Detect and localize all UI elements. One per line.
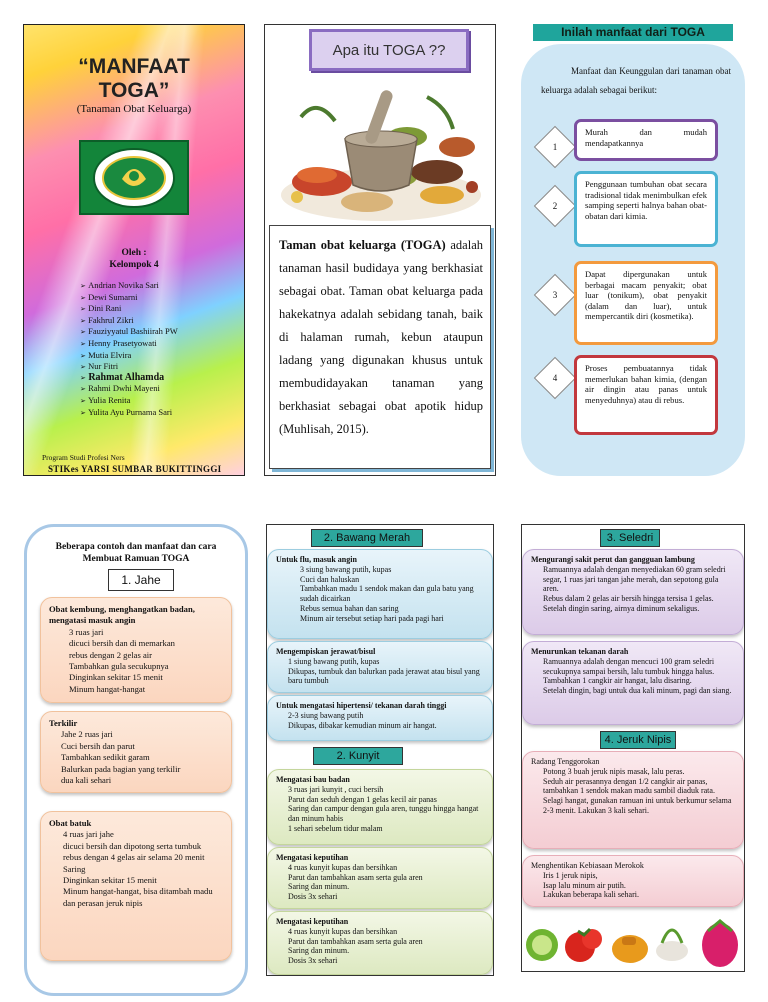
kunyit-recipe-keputihan-2 <box>267 911 493 975</box>
institution-label: STIKes YARSI SUMBAR BUKITTINGGI <box>48 464 222 474</box>
recipe-line: 3 ruas jari kunyit , cuci bersih <box>288 784 384 794</box>
recipe-line: Tambahkan madu 1 sendok makan dan gula batu yang sudah dicairkan <box>300 584 474 604</box>
recipe-line: Saring <box>63 863 86 874</box>
recipe-line: Dosis 3x sehari <box>288 956 338 966</box>
jahe-recipe-terkilir <box>40 711 232 793</box>
kunyit-tag: 2. Kunyit <box>313 747 403 765</box>
cover-authors-heading <box>24 247 244 271</box>
member-item: ➢ Fauziyyatul Bashiirah PW <box>80 326 178 338</box>
recipe-line: 1 sehari sebelum tidur malam <box>288 823 383 833</box>
benefit-box-3: Dapat dipergunakan untuk berbagai macam penyakit; obat luar (tonikum), obat penyakit (dalam dan luar), untuk mempercantik diri (kosmetika). <box>574 261 718 345</box>
recipe-line: 4 ruas jari jahe <box>63 829 114 840</box>
manfaat-heading: Inilah manfaat dari TOGA <box>533 24 733 41</box>
recipe-line: Selagi hangat, gunakan ramuan ini untuk berkumur selama 2-3 menit. Lakukan 3 kali sehari. <box>543 796 732 815</box>
cover-panel <box>23 24 245 476</box>
recipe-line: 1 siung bawang putih, kupas <box>288 656 380 666</box>
recipe-line: Jahe 2 ruas jari <box>61 729 113 740</box>
member-item: ➢ Yulita Ayu Purnama Sari <box>80 407 178 419</box>
jahe-recipe-batuk <box>40 811 232 961</box>
jeruk-recipe-merokok <box>522 855 744 907</box>
herbs-fruits-image <box>522 909 745 971</box>
recipe-line: Parut dan tambahkan asam serta gula aren <box>288 872 423 882</box>
member-item: ➢ Dewi Sumarni <box>80 292 178 304</box>
recipe-line: rebus dengan 4 gelas air selama 20 menit <box>63 852 205 863</box>
kelompok-label: Kelompok 4 <box>109 260 159 270</box>
recipe-line: Parut dan tambahkan asam serta gula aren <box>288 936 423 946</box>
member-item: ➢ Mutia Elvira <box>80 350 178 362</box>
recipe-line: Saring dan minum. <box>288 882 350 892</box>
recipe-line: Rebus semua bahan dan saring <box>300 603 399 613</box>
cover-title-line2: TOGA” <box>98 79 170 102</box>
recipe-line: 3 siung bawang putih, kupas <box>300 564 392 574</box>
member-item: ➢ Nur Fitri <box>80 361 178 373</box>
oleh-label: Oleh : <box>121 248 147 258</box>
recipe-title: Mengatasi keputihan <box>276 853 349 862</box>
recipe-line: Saring dan minum. <box>288 946 350 956</box>
recipe-title: Mengatasi keputihan <box>276 917 349 926</box>
kunyit-recipe-keputihan <box>267 847 493 909</box>
recipe-title: Mengempiskan jerawat/bisul <box>276 647 376 656</box>
recipe-line: tambahkan 1 sendok makan madu sambil diaduk rata. <box>543 786 715 796</box>
benefit-number-2: 2 <box>534 185 576 227</box>
recipe-line: Dinginkan sekitar 15 menit <box>63 875 157 886</box>
stikes-logo <box>79 140 189 215</box>
kunyit-recipe-bau-badan <box>267 769 493 845</box>
recipe-line: Minum air tersebut setiap hari pada pagi hari <box>300 613 444 623</box>
recipe-title: Terkilir <box>49 718 78 728</box>
apa-itu-toga-panel <box>264 24 496 476</box>
seledri-recipe-lambung <box>522 549 744 635</box>
recipe-line: Dosis 3x sehari <box>288 892 338 902</box>
bawang-tag: 2. Bawang Merah <box>311 529 423 547</box>
benefit-box-2: Penggunaan tumbuhan obat secara tradisional tidak menimbulkan efek samping seperti halnya bahan obat-obatan dari kimia. <box>574 171 718 247</box>
member-item: ➢ Yulia Renita <box>80 395 178 407</box>
bawang-recipe-hipertensi <box>267 695 493 741</box>
recipe-title: Radang Tenggorokan <box>531 757 600 766</box>
recipe-title: Untuk mengatasi hipertensi/ tekanan darah tinggi <box>276 701 447 710</box>
recipe-line: Seduh air perasannya dengan 1/2 cangkir air panas, <box>543 776 708 786</box>
benefit-number-3: 3 <box>534 274 576 316</box>
cover-title-line1: “MANFAAT <box>78 55 190 78</box>
seledri-tag: 3. Seledri <box>600 529 660 547</box>
recipe-title: Obat kembung, menghangatkan badan, mengatasi masuk angin <box>49 604 195 626</box>
jahe-panel <box>24 524 248 996</box>
seledri-jeruk-panel <box>521 524 745 972</box>
recipe-title: Untuk flu, masuk angin <box>276 555 357 564</box>
toga-definition-body: adalah tanaman hasil budidaya yang berkhasiat sebagai obat. Taman obat keluarga pada hakekatnya adalah sebidang tanah, baik di halaman rumah, kebun ataupun ladang yang digunakan khusus untuk membudidayakan tanaman yang berkhasiat sebagai obat apotik hidup (Muhlisah, 2015). <box>279 238 483 436</box>
apa-heading: Apa itu TOGA ?? <box>309 29 469 71</box>
recipe-line: Setelah dingin, bagi untuk dua kali minum, pagi dan siang. <box>543 686 732 696</box>
member-list <box>80 280 178 418</box>
recipe-line: Balurkan pada bagian yang terkilir <box>61 763 181 774</box>
member-item: ➢ Dini Rani <box>80 303 178 315</box>
bawang-kunyit-panel <box>266 524 494 976</box>
benefit-number-4: 4 <box>534 357 576 399</box>
program-label: Program Studi Profesi Ners <box>42 453 125 462</box>
recipe-line: 4 ruas kunyit kupas dan bersihkan <box>288 862 398 872</box>
cover-subtitle: (Tanaman Obat Keluarga) <box>76 103 192 115</box>
jeruk-nipis-tag: 4. Jeruk Nipis <box>600 731 676 749</box>
member-item: ➢ Rahmi Dwhi Mayeni <box>80 383 178 395</box>
ramuan-intro-line2: Membuat Ramuan TOGA <box>82 554 190 564</box>
member-item: ➢ Andrian Novika Sari <box>80 280 178 292</box>
recipe-line: 2-3 siung bawang putih <box>288 710 364 720</box>
member-item: ➢ Henny Prasetyowati <box>80 338 178 350</box>
herbs-spices-image <box>277 77 485 227</box>
recipe-title: Menurunkan tekanan darah <box>531 647 629 656</box>
recipe-line: Parut dan seduh dengan 1 gelas kecil air panas <box>288 794 437 804</box>
recipe-line: Dinginkan sekitar 15 menit <box>69 672 163 683</box>
recipe-line: 3 ruas jari <box>69 626 104 637</box>
benefit-number-1: 1 <box>534 126 576 168</box>
recipe-line: rebus dengan 2 gelas air <box>69 649 153 660</box>
recipe-line: Saring dan campur dengan gula aren, tunggu hingga hangat dan minum habis <box>288 804 479 824</box>
recipe-line: Minum hangat-hangat <box>69 683 146 694</box>
jahe-tag: 1. Jahe <box>108 569 174 591</box>
recipe-line: 4 ruas kunyit kupas dan bersihkan <box>288 926 398 936</box>
recipe-line: dicuci bersih dan di memarkan <box>69 638 175 649</box>
benefit-box-4: Proses pembuatannya tidak memerlukan bahan kimia, (dengan air dingin atau panas untuk menyeduhnya) atau di rebus. <box>574 355 718 435</box>
manfaat-intro: Manfaat dan Keunggulan dari tanaman obat keluarga adalah sebagai berikut: <box>541 66 731 95</box>
recipe-line: Tambahkan sedikit garam <box>61 752 150 763</box>
bawang-recipe-jerawat <box>267 641 493 693</box>
bawang-recipe-flu <box>267 549 493 639</box>
manfaat-panel <box>521 24 745 476</box>
jeruk-recipe-radang <box>522 751 744 849</box>
recipe-line: Cuci dan haluskan <box>300 574 360 584</box>
recipe-title: Menghentikan Kebiasaan Merokok <box>531 861 644 870</box>
member-item: ➢ Fakhrul Zikri <box>80 315 178 327</box>
recipe-line: Rebus dalam 2 gelas air bersih hingga tersisa 1 gelas. <box>543 594 714 604</box>
recipe-line: Ramuannya adalah dengan mencuci 100 gram seledri secukupnya sampai bersih, lalu tumbuk hingga halus. <box>543 656 715 676</box>
recipe-line: dicuci bersih dan dipotong serta tumbuk <box>63 840 202 851</box>
recipe-line: Isap lalu minum air putih. <box>543 880 626 890</box>
recipe-line: Dikupas, dibakar kemudian minum air hangat. <box>288 720 437 730</box>
toga-term: Taman obat keluarga (TOGA) <box>279 238 446 252</box>
cover-title <box>24 55 244 103</box>
toga-definition <box>269 225 491 469</box>
ramuan-intro-line1: Beberapa contoh dan manfaat dan cara <box>55 542 217 552</box>
recipe-title: Mengurangi sakit perut dan gangguan lambung <box>531 555 695 564</box>
recipe-line: Cuci bersih dan parut <box>61 740 135 751</box>
jahe-recipe-kembung <box>40 597 232 703</box>
recipe-line: dua kali sehari <box>61 775 112 786</box>
ramuan-intro <box>27 541 245 565</box>
recipe-line: Dikupas, tumbuk dan balurkan pada jerawat atau bisul yang baru tumbuh <box>288 666 480 686</box>
recipe-title: Obat batuk <box>49 818 92 828</box>
member-item: ➢ Rahmat Alhamda <box>80 373 178 384</box>
recipe-line: Minum hangat-hangat, bisa ditambah madu dan perasan jeruk nipis <box>63 886 213 908</box>
recipe-line: Iris 1 jeruk nipis, <box>543 870 598 880</box>
seledri-recipe-tekanan-darah <box>522 641 744 725</box>
recipe-line: Tambahkan gula secukupnya <box>69 661 169 672</box>
recipe-line: Tambahkan 1 cangkir air hangat, lalu disaring. <box>543 676 692 686</box>
recipe-line: Potong 3 buah jeruk nipis masak, lalu peras. <box>543 766 685 776</box>
recipe-title: Mengatasi bau badan <box>276 775 350 784</box>
recipe-line: Setelah dingin saring, airnya diminum sekaligus. <box>543 603 700 613</box>
recipe-line: Ramuannya adalah dengan menyediakan 60 gram seledri segar, 1 ruas jari tangan jahe merah, dan sepotong gula aren. <box>543 564 726 594</box>
recipe-line: Lakukan beberapa kali sehari. <box>543 890 639 900</box>
benefit-box-1: Murah dan mudah mendapatkannya <box>574 119 718 161</box>
